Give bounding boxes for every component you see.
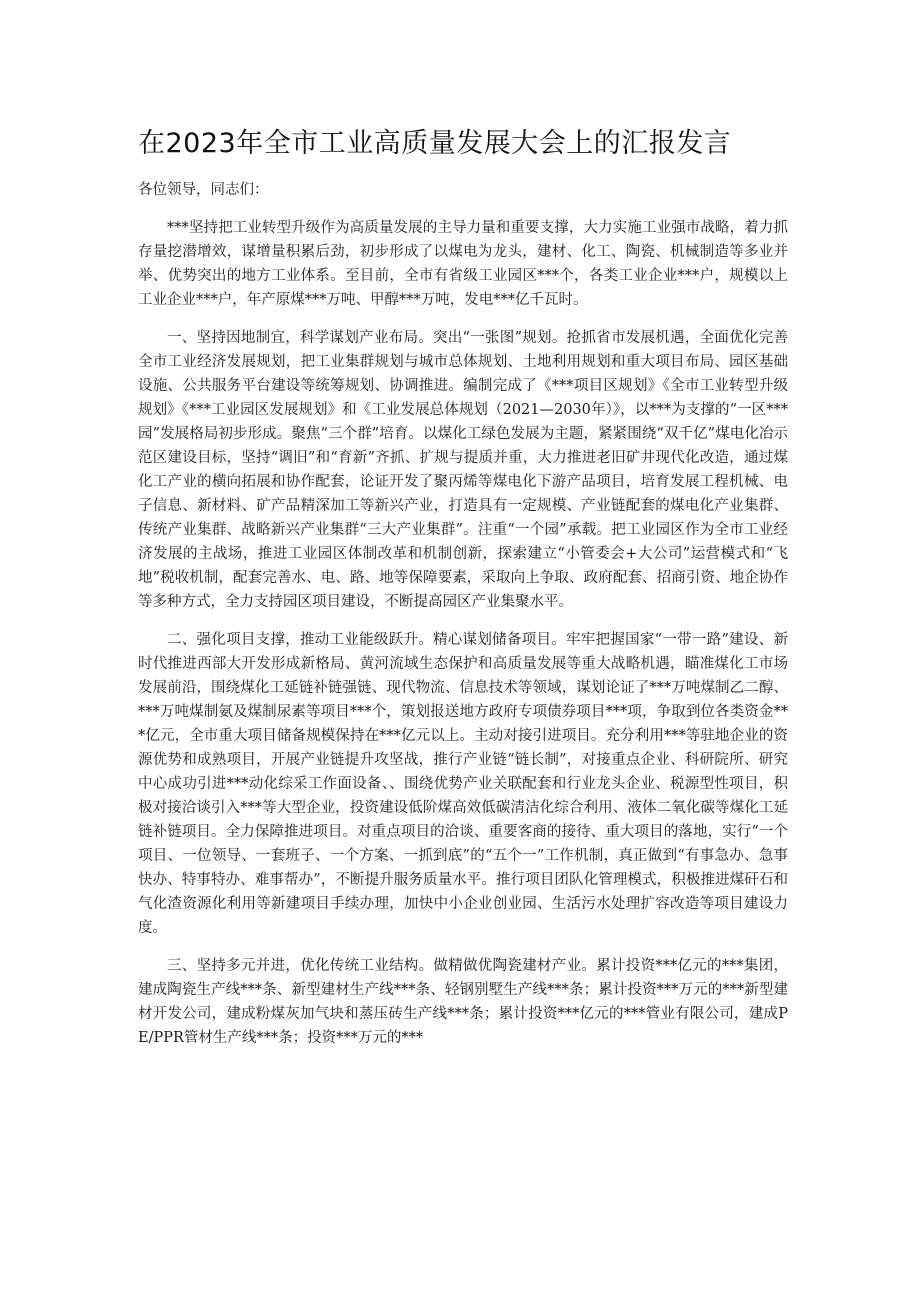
paragraph-section-two: 二、强化项目支撑，推动工业能级跃升。精心谋划储备项目。牢牢把握国家“一带一路”建设、新时代推进西部大开发形成新格局、黄河流域生态保护和高质量发展等重大战略机遇，瞄准煤化工市场发展前沿，围绕煤化工延链补链强链、现代物流、信息技术等领域，谋划论证了***万吨煤制乙二醇、***万吨煤制氨及煤制尿素等项目***个，策划报送地方政府专项债券项目***项，争取到位各类资金***亿元，全市重大项目储备规模保持在***亿元以上。主动对接引进项目。充分利用***等驻地企业的资源优势和成熟项目，开展产业链提升攻坚战，推行产业链“链长制”，对接重点企业、科研院所、研究中心成功引进***动化综采工作面设备、、围绕优势产业关联配套和行业龙头企业、税源型性项目，积极对接洽谈引入***等大型企业，投资建设低阶煤高效低碳清洁化综合利用、液体二氧化碳等煤化工延链补链项目。全力保障推进项目。对重点项目的洽谈、重要客商的接待、重大项目的落地，实行“一个项目、一位领导、一套班子、一个方案、一抓到底”的“五个一”工作机制，真正做到“有事急办、急事快办、特事特办、难事帮办”，不断提升服务质量水平。推行项目团队化管理模式，积极推进煤矸石和气化渣资源化利用等新建项目手续办理，加快中小企业创业园、生活污水处理扩容改造等项目建设力度。 [138, 632, 788, 936]
paragraph-section-three: 三、坚持多元并进，优化传统工业结构。做精做优陶瓷建材产业。累计投资***亿元的***集团，建成陶瓷生产线***条、新型建材生产线***条、轻钢别墅生产线***条；累计投资***万元的***新型建材开发公司，建成粉煤灰加气块和蒸压砖生产线***条；累计投资***亿元的***管业有限公司，建成PE/PPR管材生产线***条；投资***万元的*** [138, 958, 788, 1046]
paragraph-intro: ***坚持把工业转型升级作为高质量发展的主导力量和重要支撑，大力实施工业强市战略，着力抓存量挖潜增效，谋增量积累后劲，初步形成了以煤电为龙头，建材、化工、陶瓷、机械制造等多业并举、优势突出的地方工业体系。至目前，全市有省级工业园区***个，各类工业企业***户，规模以上工业企业***户，年产原煤***万吨、甲醇***万吨，发电***亿千瓦时。 [138, 220, 788, 308]
paragraph-section-one: 一、坚持因地制宜，科学谋划产业布局。突出“一张图”规划。抢抓省市发展机遇，全面优化完善全市工业经济发展规划，把工业集群规划与城市总体规划、土地利用规划和重大项目布局、园区基础设施、公共服务平台建设等统筹规划、协调推进。编制完成了《***项目区规划》《全市工业转型升级规划》《***工业园区发展规划》和《工业发展总体规划（2021—2030年）》，以***为支撑的“一区***园”发展格局初步形成。聚焦“三个群”培育。以煤化工绿色发展为主题，紧紧围绕“双千亿”煤电化冶示范区建设目标，坚持“调旧”和“育新”齐抓、扩规与提质并重，大力推进老旧矿井现代化改造，通过煤化工产业的横向拓展和协作配套，论证开发了聚丙烯等煤电化下游产品项目，培育发展工程机械、电子信息、新材料、矿产品精深加工等新兴产业，打造具有一定规模、产业链配套的煤电化产业集群、传统产业集群、战略新兴产业集群“三大产业集群”。注重“一个园”承载。把工业园区作为全市工业经济发展的主战场，推进工业园区体制改革和机制创新，探索建立“小管委会+大公司”运营模式和“飞地”税收机制，配套完善水、电、路、地等保障要素，采取向上争取、政府配套、招商引资、地企协作等多种方式，全力支持园区项目建设，不断提高园区产业集聚水平。 [138, 330, 788, 610]
document-title: 在2023年全市工业高质量发展大会上的汇报发言 [138, 128, 732, 159]
salutation: 各位领导，同志们： [138, 182, 269, 198]
document-body [138, 216, 788, 1064]
